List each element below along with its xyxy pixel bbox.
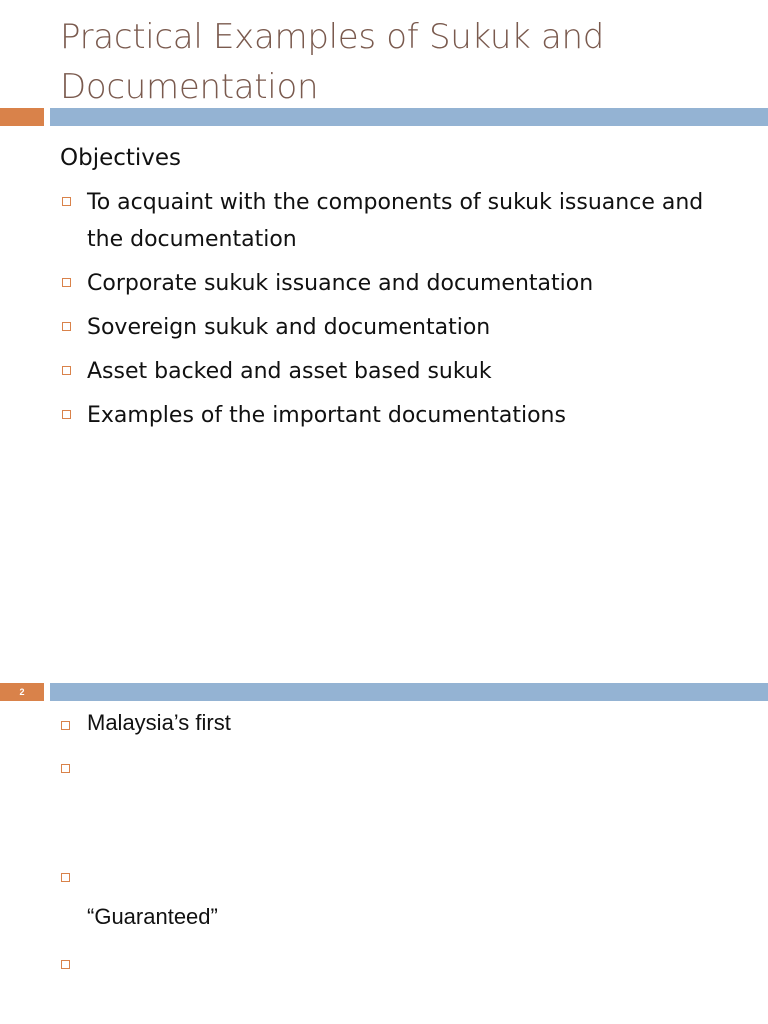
objectives-heading: Objectives <box>60 145 182 171</box>
list-item <box>60 953 740 983</box>
list-item <box>60 184 740 258</box>
objectives-list <box>60 184 740 441</box>
list-item-text: Corporate sukuk issuance and documentation <box>87 271 594 296</box>
slide-title: Practical Examples of Sukuk and Documentation <box>60 17 605 107</box>
square-bullet-icon <box>61 764 70 773</box>
list-item-text: Malaysia’s first <box>87 710 231 735</box>
list-item <box>60 708 740 738</box>
list-item <box>60 353 740 390</box>
list-item-continuation <box>60 904 740 934</box>
square-bullet-icon <box>62 197 71 206</box>
slide2-bar-accent-blue <box>50 683 768 701</box>
guaranteed-text: “Guaranteed” <box>87 904 218 929</box>
list-item <box>60 397 740 434</box>
list-item-text: Sovereign sukuk and documentation <box>87 315 491 340</box>
title-bar-accent-blue <box>50 108 768 126</box>
list-item <box>60 309 740 346</box>
title-bar-accent-orange <box>0 108 44 126</box>
square-bullet-icon <box>61 960 70 969</box>
square-bullet-icon <box>61 721 70 730</box>
list-item <box>60 265 740 302</box>
square-bullet-icon <box>62 278 71 287</box>
square-bullet-icon <box>62 366 71 375</box>
list-item-text: Asset backed and asset based sukuk <box>87 359 492 384</box>
square-bullet-icon <box>62 410 71 419</box>
list-item <box>60 755 740 785</box>
list-item-text: Examples of the important documentations <box>87 403 566 428</box>
list-item-text: To acquaint with the components of sukuk issuance and the documentation <box>87 190 704 252</box>
square-bullet-icon <box>61 873 70 882</box>
slide-number: 2 <box>19 687 25 697</box>
list-item <box>60 866 740 896</box>
square-bullet-icon <box>62 322 71 331</box>
